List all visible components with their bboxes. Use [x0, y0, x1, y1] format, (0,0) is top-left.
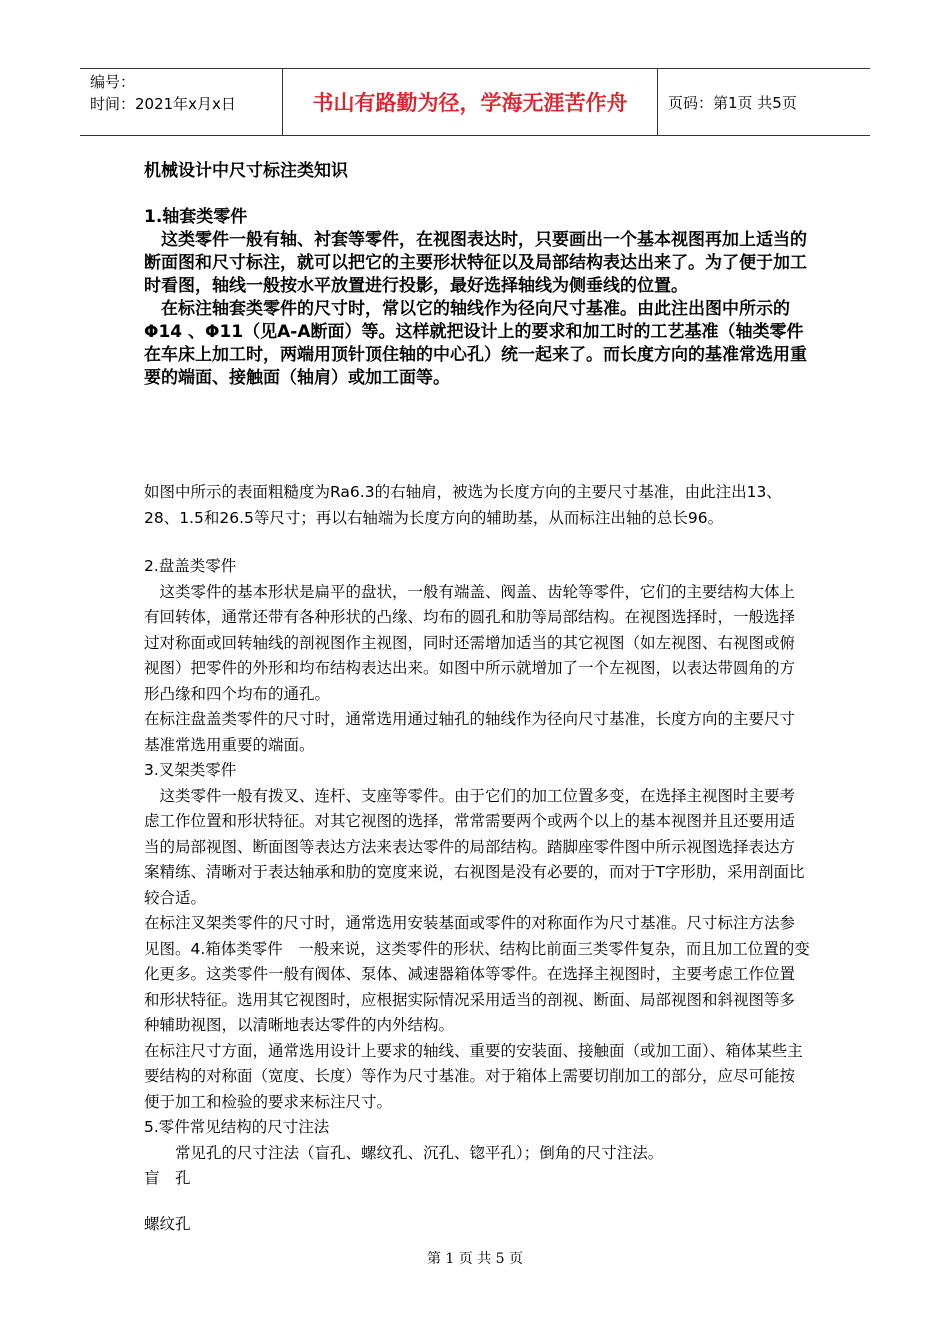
thread-hole-label: 螺纹孔 — [144, 1214, 191, 1233]
section-5-paragraph-1: 常见孔的尺寸注法（盲孔、螺纹孔、沉孔、锪平孔）；倒角的尺寸注法。 — [175, 1143, 664, 1162]
section-5-heading: 5.零件常见结构的尺寸注法 — [144, 1118, 330, 1136]
section-4-paragraph-1: 在标注尺寸方面，通常选用设计上要求的轴线、重要的安装面、接触面（或加工面）、箱体某些主要结构的对称面（宽度、长度）等作为尺寸基准。对于箱体上需要切削加工的部分，应尽可能按便于加工和检验的要求来标注尺寸。 — [144, 1041, 803, 1111]
header-meta — [80, 69, 282, 135]
section-3-paragraph-1: 这类零件一般有拨叉、连杆、支座等零件。由于它们的加工位置多变，在选择主视图时主要考虑工作位置和形状特征。对其它视图的选择，常常需要两个或两个以上的基本视图并且还要用适当的局部视图、断面图等表达方法来表达零件的局部结构。踏脚座零件图中所示视图选择表达方案精练、清晰对于表达轴承和肋的宽度来说，右视图是没有必要的，而对于T字形肋，采用剖面比较合适。 — [144, 786, 805, 907]
section-3-paragraph-2: 在标注叉架类零件的尺寸时，通常选用安装基面或零件的对称面作为尺寸基准。尺寸标注方法参见图。4.箱体类零件 一般来说，这类零件的形状、结构比前面三类零件复杂，而且加工位置的变化更多。这类零件一般有阀体、泵体、减速器箱体等零件。在选择主视图时，主要考虑工作位置和形状特征。选用其它视图时，应根据实际情况采用适当的剖视、断面、局部视图和斜视图等多种辅助视图，以清晰地表达零件的内外结构。 — [144, 914, 810, 1034]
section-3-heading: 3.叉架类零件 — [144, 761, 237, 779]
section-1-paragraph-1: 这类零件一般有轴、衬套等零件，在视图表达时，只要画出一个基本视图再加上适当的断面图和尺寸标注，就可以把它的主要形状特征以及局部结构表达出来了。为了便于加工时看图，轴线一般按水平放置进行投影，最好选择轴线为侧垂线的位置。 — [144, 230, 807, 296]
section-2-paragraph-2: 在标注盘盖类零件的尺寸时，通常选用通过轴孔的轴线作为径向尺寸基准，长度方向的主要尺寸基准常选用重要的端面。 — [144, 710, 796, 754]
doc-code-label: 编号： — [90, 73, 136, 91]
spacer — [144, 1192, 810, 1212]
section-1-heading: 1.轴套类零件 — [144, 207, 248, 227]
section-2-paragraph-1: 这类零件的基本形状是扁平的盘状，一般有端盖、阀盖、齿轮等零件，它们的主要结构大体上有回转体，通常还带有各种形状的凸缘、均布的圆孔和肋等局部结构。在视图选择时，一般选择过对称面或回转轴线的剖视图作主视图，同时还需增加适当的其它视图（如左视图、右视图或俯视图）把零件的外形和均布结构表达出来。如图中所示就增加了一个左视图，以表达带圆角的方形凸缘和四个均布的通孔。 — [144, 582, 796, 703]
blind-hole-label: 盲 孔 — [144, 1169, 191, 1187]
doc-time-label: 时间：2021年x月x日 — [90, 95, 236, 113]
header-motto: 书山有路勤为径，学海无涯苦作舟 — [282, 69, 658, 135]
doc-title: 机械设计中尺寸标注类知识 — [144, 161, 348, 181]
page-footer: 第 1 页 共 5 页 — [426, 1251, 524, 1267]
header-page-info: 页码：第1页 共5页 — [668, 93, 797, 112]
section-1-paragraph-3: 如图中所示的表面粗糙度为Ra6.3的右轴肩，被选为长度方向的主要尺寸基准，由此注出13、28、1.5和26.5等尺寸；再以右轴端为长度方向的辅助基，从而标注出轴的总长96。 — [144, 483, 782, 527]
section-1-paragraph-2: 在标注轴套类零件的尺寸时，常以它的轴线作为径向尺寸基准。由此注出图中所示的Φ14 、Φ11（见A-A断面）等。这样就把设计上的要求和加工时的工艺基准（轴类零件在车床上加工时，两端用顶针顶住轴的中心孔）统一起来了。而长度方向的基准常选用重要的端面、接触面（轴肩）或加工面等。 — [144, 299, 807, 388]
section-2-heading: 2.盘盖类零件 — [144, 557, 237, 575]
section-1-bold — [144, 206, 810, 390]
page-header — [80, 68, 870, 136]
sections-body — [144, 554, 810, 1237]
